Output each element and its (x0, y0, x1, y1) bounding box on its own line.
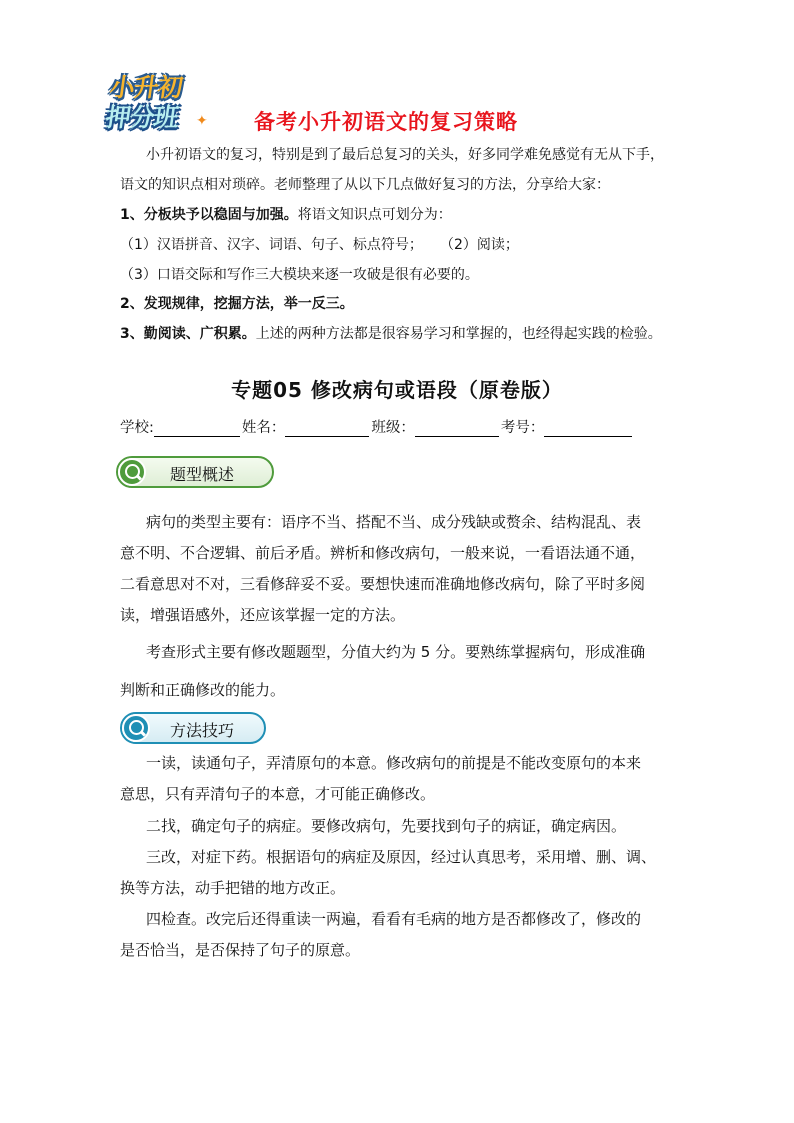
class-label: 班级： (371, 420, 415, 436)
worksheet-title: 专题05 修改病句或语段（原卷版） (231, 378, 563, 402)
strategy-item-1-text: 将语文知识点可划分为： (297, 207, 452, 223)
method-line: 换等方法，动手把错的地方改正。 (120, 879, 346, 897)
strategy-item-3 (120, 324, 662, 344)
strategy-item-3-text: 上述的两种方法都是很容易学习和掌握的，也经得起实践的检验。 (255, 326, 662, 342)
strategy-item-3-heading: 3、勤阅读、广积累。 (120, 326, 256, 342)
section-overview-title: 题型概述 (170, 465, 235, 484)
strategy-sub-2: （2）阅读； (440, 237, 519, 253)
overview-line: 判断和正确修改的能力。 (120, 681, 286, 699)
search-icon (118, 458, 146, 486)
strategy-item-2: 2、发现规律，挖掘方法，举一反三。 (120, 296, 354, 312)
logo-line2: 押分班 (103, 103, 180, 132)
intro-line: 语文的知识点相对琐碎。老师整理了从以下几点做好复习的方法，分享给大家： (120, 177, 610, 193)
strategy-item-1-heading: 1、分板块予以稳固与加强。 (120, 207, 298, 223)
strategy-item-1 (120, 205, 452, 225)
school-label: 学校: (120, 420, 154, 436)
name-label: 姓名： (241, 420, 286, 436)
method-line: 二找，确定句子的病症。要修改病句，先要找到句子的病证，确定病因。 (146, 817, 627, 835)
method-line: 四检查。改完后还得重读一两遍，看看有毛病的地方是否都修改了，修改的 (146, 910, 642, 928)
overview-line: 二看意思对不对，三看修辞妥不妥。要想快速而准确地修改病句，除了平时多阅 (120, 575, 646, 593)
method-line: 一读，读通句子，弄清原句的本意。修改病句的前提是不能改变原句的本来 (146, 754, 642, 772)
section-methods-title: 方法技巧 (170, 721, 235, 740)
student-info-form (120, 416, 634, 437)
strategy-sub-3: （3）口语交际和写作三大模块来逐一攻破是很有必要的。 (120, 267, 479, 283)
overview-line: 病句的类型主要有：语序不当、搭配不当、成分残缺或赘余、结构混乱、表 (146, 513, 642, 531)
logo (104, 68, 210, 130)
overview-line: 读，增强语感外，还应该掌握一定的方法。 (120, 606, 406, 624)
name-field[interactable] (285, 420, 369, 437)
exam-no-field[interactable] (544, 420, 632, 437)
method-line: 三改，对症下药。根据语句的病症及原因，经过认真思考，采用增、删、调、 (146, 848, 657, 866)
exam-no-label: 考号： (500, 420, 545, 436)
logo-line1: 小升初 (107, 73, 184, 102)
class-field[interactable] (415, 420, 499, 437)
strategy-sub-1: （1）汉语拼音、汉字、词语、句子、标点符号； (120, 237, 423, 253)
sparkle-icon: ✦ (196, 113, 208, 129)
method-line: 是否恰当，是否保持了句子的原意。 (120, 941, 361, 959)
school-field[interactable] (154, 420, 240, 437)
overview-line: 考查形式主要有修改题题型，分值大约为 5 分。要熟练掌握病句，形成准确 (146, 643, 646, 661)
search-icon (122, 714, 150, 742)
overview-line: 意不明、不合逻辑、前后矛盾。辨析和修改病句，一般来说，一看语法通不通， (120, 544, 646, 562)
intro-line: 小升初语文的复习，特别是到了最后总复习的关头，好多同学难免感觉有无从下手， (146, 147, 664, 163)
main-title: 备考小升初语文的复习策略 (254, 110, 518, 134)
method-line: 意思，只有弄清句子的本意，才可能正确修改。 (120, 785, 436, 803)
